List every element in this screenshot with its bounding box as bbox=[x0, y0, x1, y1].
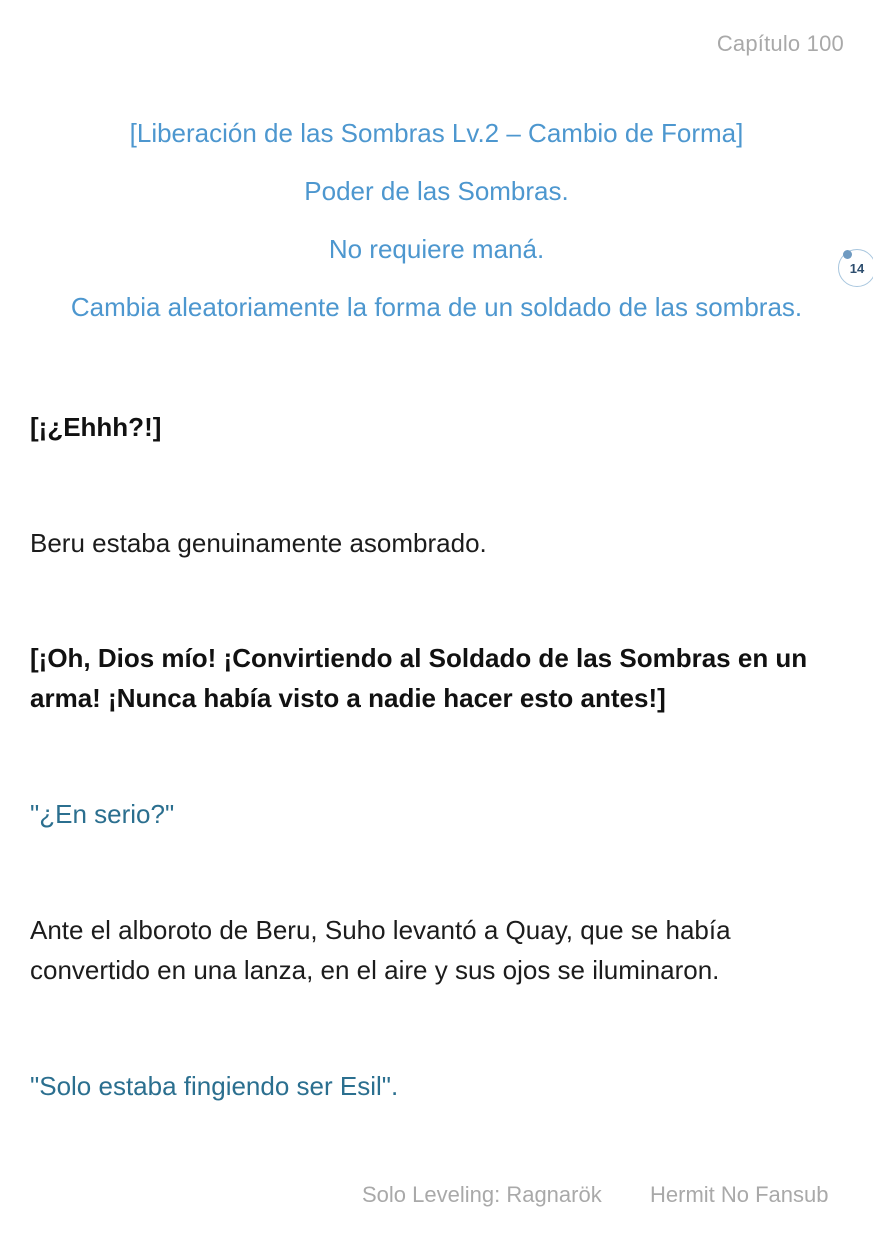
narration: Beru estaba genuinamente asombrado. bbox=[30, 528, 487, 558]
system-line: Poder de las Sombras. bbox=[304, 176, 569, 206]
dialogue-quote: "¿En serio?" bbox=[30, 799, 175, 829]
comment-count: 14 bbox=[849, 261, 865, 276]
system-line: No requiere maná. bbox=[328, 234, 545, 264]
narration: Ante el alboroto de Beru, Suho levantó a Quay, que se había convertido en una lanza, en el aire y sus ojos se iluminaron. bbox=[30, 915, 731, 985]
chapter-label: Capítulo 100 bbox=[716, 31, 844, 56]
system-line: Cambia aleatoriamente la forma de un soldado de las sombras. bbox=[70, 292, 803, 322]
dialogue-bold: [¡Oh, Dios mío! ¡Convirtiendo al Soldado de las Sombras en un arma! ¡Nunca había visto a nadie hacer esto antes!] bbox=[30, 643, 808, 713]
dialogue-quote: "Solo estaba fingiendo ser Esil". bbox=[30, 1071, 399, 1101]
system-line-title: [Liberación de las Sombras Lv.2 – Cambio de Forma] bbox=[129, 118, 744, 148]
badge-dot-icon bbox=[843, 250, 852, 259]
comment-count-badge[interactable] bbox=[838, 249, 873, 287]
footer-title: Solo Leveling: Ragnarök bbox=[362, 1182, 602, 1207]
footer-credit: Hermit No Fansub bbox=[650, 1182, 829, 1207]
dialogue-bold: [¡¿Ehhh?!] bbox=[30, 412, 162, 442]
